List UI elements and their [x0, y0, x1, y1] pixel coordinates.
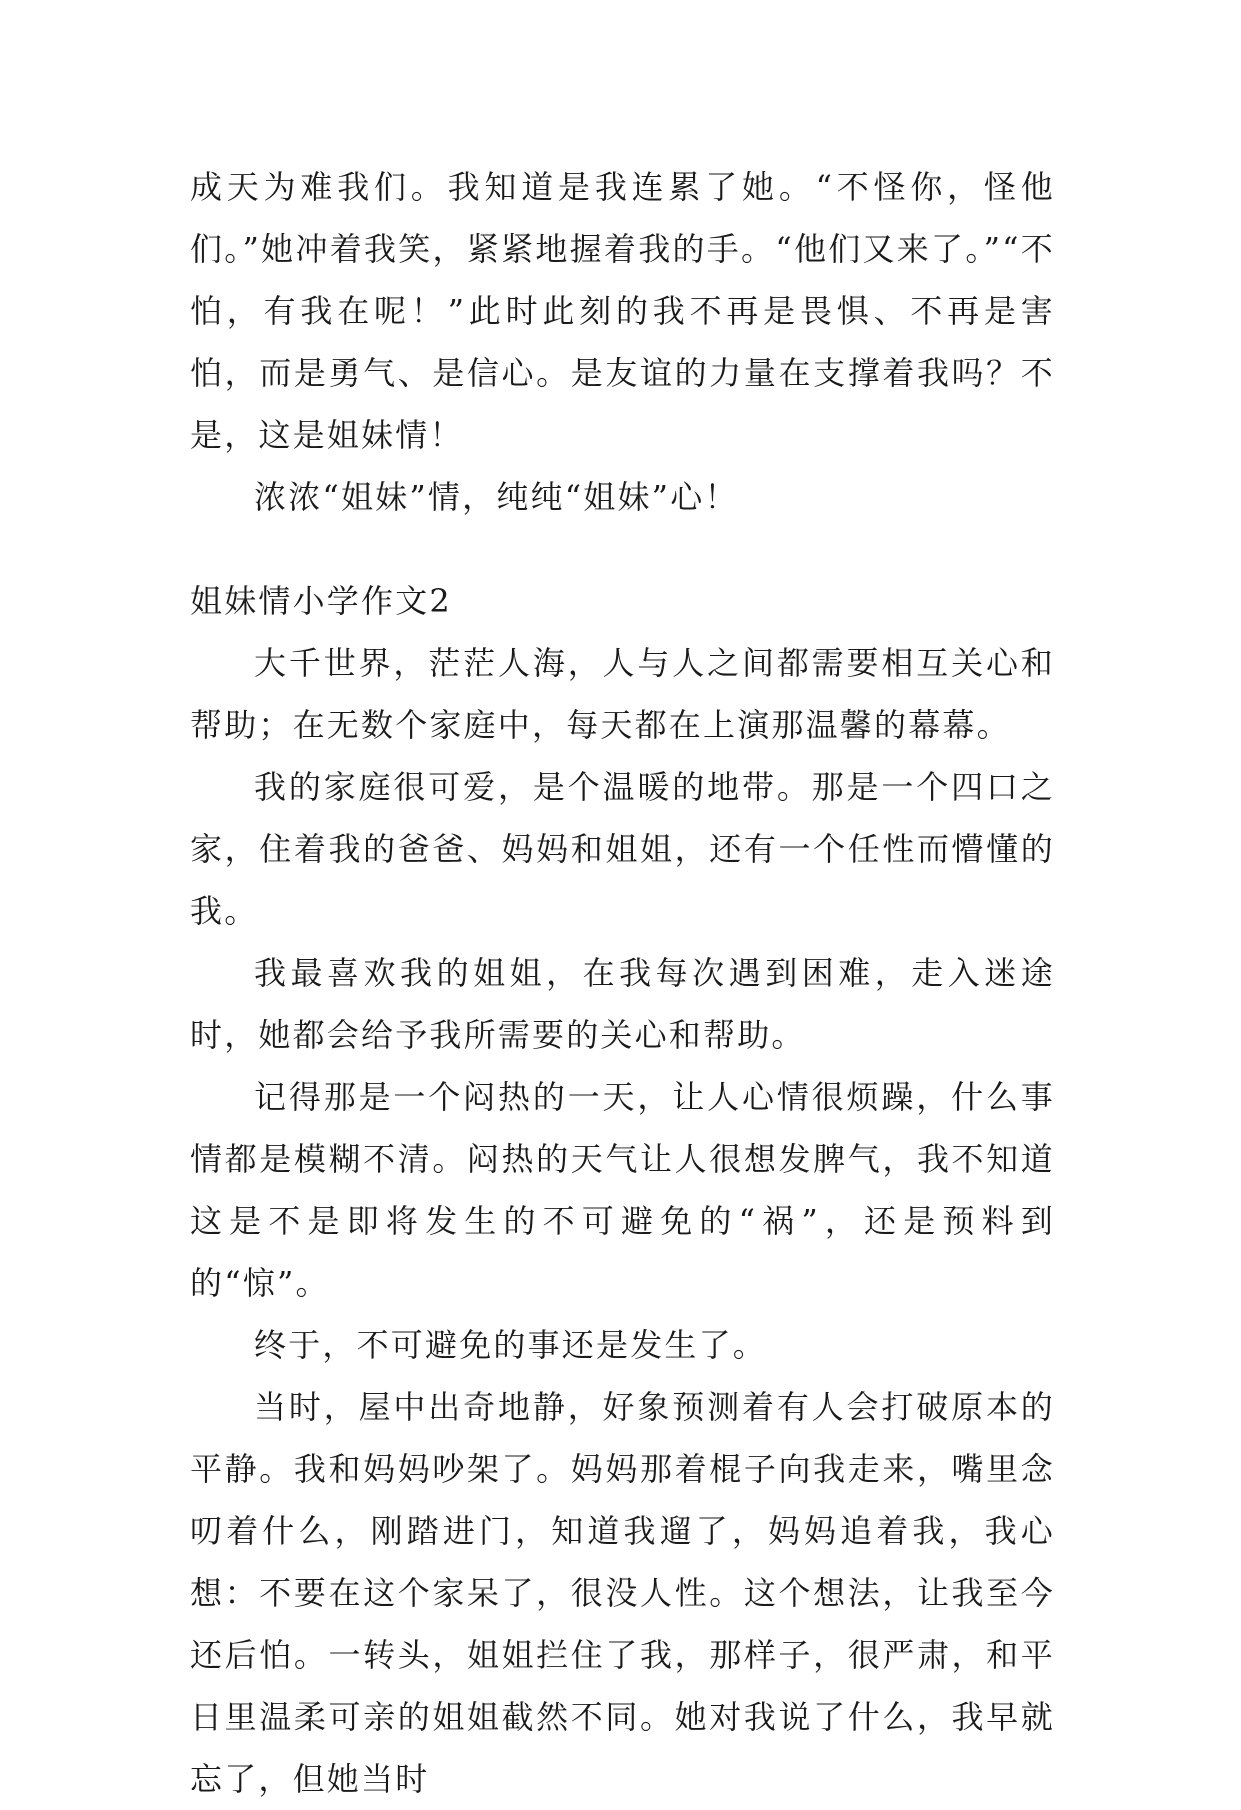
- paragraph: 我最喜欢我的姐姐，在我每次遇到困难，走入迷途时，她都会给予我所需要的关心和帮助。: [190, 954, 1055, 1054]
- paragraph: 大千世界，茫茫人海，人与人之间都需要相互关心和帮助；在无数个家庭中，每天都在上演那温馨的幕幕。: [190, 644, 1055, 744]
- paragraph: 终于，不可避免的事还是发生了。: [254, 1326, 768, 1364]
- paragraph: 我的家庭很可爱，是个温暖的地带。那是一个四口之家，住着我的爸爸、妈妈和姐姐，还有一个任性而懵懂的我。: [190, 768, 1055, 930]
- essay-title: 姐妹情小学作文2: [190, 582, 452, 620]
- paragraph: 记得那是一个闷热的一天，让人心情很烦躁，什么事情都是模糊不清。闷热的天气让人很想发脾气，我不知道这是不是即将发生的不可避免的“祸”，还是预料到的“惊”。: [190, 1078, 1055, 1302]
- paragraph-closing-line: 浓浓“姐妹”情，纯纯“姐妹”心！: [254, 478, 739, 516]
- essay-section-2: [190, 570, 1055, 1810]
- paragraph-continued: 成天为难我们。我知道是我连累了她。“不怪你，怪他们。”她冲着我笑，紧紧地握着我的手。“他们又来了。”“不怕，有我在呢！”此时此刻的我不再是畏惧、不再是害怕，而是勇气、是信心。是友谊的力量在支撑着我吗？不是，这是姐妹情！: [190, 168, 1055, 454]
- paragraph: 当时，屋中出奇地静，好象预测着有人会打破原本的平静。我和妈妈吵架了。妈妈那着棍子向我走来，嘴里念叨着什么，刚踏进门，知道我遛了，妈妈追着我，我心想：不要在这个家呆了，很没人性。这个想法，让我至今还后怕。一转头，姐姐拦住了我，那样子，很严肃，和平日里温柔可亲的姐姐截然不同。她对我说了什么，我早就忘了，但她当时: [190, 1388, 1055, 1798]
- essay-continuation: [190, 156, 1055, 528]
